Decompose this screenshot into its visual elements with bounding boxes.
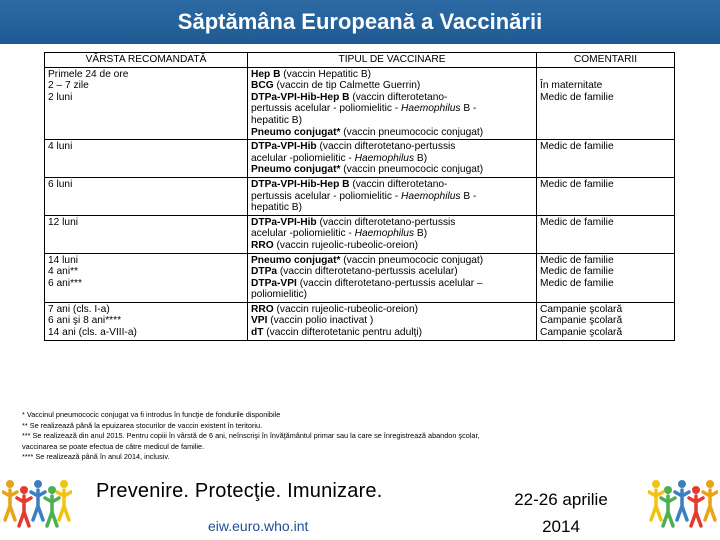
vaccine-line — [251, 228, 533, 240]
event-date-range: 22-26 aprilie — [514, 490, 608, 509]
comment-value: Campanie şcolară — [540, 327, 623, 339]
vaccine-code: Pneumo conjugat* — [251, 126, 341, 138]
figure-body — [3, 490, 17, 520]
figure-head — [664, 486, 672, 494]
vaccine-line — [251, 240, 533, 252]
comment-cell — [537, 253, 675, 302]
vaccine-line — [251, 191, 533, 203]
vaccine-line — [251, 103, 533, 115]
vaccine-code: RRO — [251, 303, 274, 315]
vaccine-code: DTPa-VPI — [251, 277, 297, 289]
comment-value: Medic de familie — [540, 254, 614, 266]
table-row — [45, 302, 675, 340]
vaccine-line — [251, 278, 533, 290]
comment-value: Campanie şcolară — [540, 315, 623, 327]
website-link[interactable]: eiw.euro.who.int — [208, 518, 309, 534]
vaccine-description-tail: B - — [460, 103, 477, 115]
comment-value — [540, 69, 671, 81]
vaccine-code: DTPa-VPI-Hib-Hep B — [251, 91, 350, 103]
vaccine-code: Hep B — [251, 68, 281, 80]
vaccination-schedule-table — [44, 52, 675, 341]
comment-value: Campanie şcolară — [540, 303, 623, 315]
figure-body — [17, 496, 31, 526]
age-value: 6 luni — [48, 178, 73, 190]
vaccine-line — [251, 115, 533, 127]
comment-cell — [537, 302, 675, 340]
vaccine-description: (vaccin Hepatitic B) — [280, 68, 372, 80]
figure-head — [652, 480, 660, 488]
slogan: Prevenire. Protecţie. Imunizare. — [96, 480, 383, 502]
vaccine-cell — [248, 253, 537, 302]
age-value: 6 ani şi 8 ani**** — [48, 315, 122, 327]
figure-head — [692, 486, 700, 494]
vaccine-line — [251, 80, 533, 92]
people-figures-icon — [2, 470, 72, 530]
event-year: 2014 — [542, 517, 580, 536]
vaccine-description: acelular -poliomielitic - — [251, 228, 355, 240]
comment-cell — [537, 215, 675, 253]
vaccine-italic-term: Haemophilus — [401, 190, 461, 202]
age-value: 6 ani*** — [48, 277, 82, 289]
vaccine-line — [251, 153, 533, 165]
age-value: 4 ani** — [48, 266, 79, 278]
vaccine-description: (vaccin polio inactivat ) — [267, 315, 374, 327]
vaccine-description: (vaccin difterotetano- — [349, 178, 448, 190]
vaccine-line — [251, 266, 533, 278]
vaccine-line — [251, 179, 533, 191]
vaccine-cell — [248, 215, 537, 253]
vaccine-line — [251, 289, 533, 301]
vaccine-description: (vaccin difterotetano-pertussis acelular – — [296, 277, 483, 289]
age-value: 12 luni — [48, 216, 79, 228]
vaccine-code: BCG — [251, 80, 274, 92]
vaccine-code: DTPa-VPI-Hib-Hep B — [251, 178, 350, 190]
figure-body — [57, 490, 71, 520]
event-dates — [506, 486, 616, 540]
vaccine-code: dT — [251, 327, 264, 339]
age-cell — [45, 302, 248, 340]
table-header-row — [45, 53, 675, 68]
vaccine-line — [251, 141, 533, 153]
vaccine-line — [251, 92, 533, 104]
page-title: Săptămâna Europeană a Vaccinării — [0, 0, 720, 44]
vaccine-line — [251, 304, 533, 316]
vaccine-description: (vaccin rujeolic-rubeolic-oreion) — [273, 303, 419, 315]
vaccine-code: Pneumo conjugat* — [251, 254, 341, 266]
comment-value: Medic de familie — [540, 266, 614, 278]
vaccine-description-tail: B) — [414, 152, 428, 164]
vaccine-cell — [248, 302, 537, 340]
header-vaccine: TIPUL DE VACCINARE — [248, 53, 537, 68]
age-cell — [45, 177, 248, 215]
vaccine-italic-term: Haemophilus — [354, 152, 415, 164]
vaccine-description: (vaccin de tip Calmette Guerrin) — [273, 80, 421, 92]
figure-body — [31, 490, 45, 520]
figure-head — [34, 480, 42, 488]
comment-cell — [537, 67, 675, 140]
footnote: * Vaccinul pneumococic conjugat va fi introdus în funcţie de fondurile disponibile — [22, 410, 281, 419]
figure-head — [20, 486, 28, 494]
vaccine-description: (vaccin difterotetanic pentru adulţi) — [263, 327, 423, 339]
age-value: 2 – 7 zile — [48, 80, 89, 92]
vaccine-description-tail: B - — [460, 190, 477, 202]
footnote: **** Se realizează până în anul 2014, inclusiv. — [22, 452, 170, 462]
vaccine-line — [251, 202, 533, 214]
vaccine-code: DTPa-VPI-Hib — [251, 141, 317, 153]
vaccine-description: poliomielitic) — [251, 289, 308, 301]
vaccine-line — [251, 69, 533, 81]
comment-cell — [537, 140, 675, 178]
footnote: vaccinarea se poate efectua de către medicul de familie. — [22, 441, 205, 451]
vaccine-code: RRO — [251, 239, 274, 251]
figure-head — [6, 480, 14, 488]
table-row — [45, 253, 675, 302]
vaccine-line — [251, 327, 533, 339]
age-value: Primele 24 de ore — [48, 68, 129, 80]
vaccine-description: (vaccin pneumococic conjugat) — [340, 126, 484, 138]
vaccine-description: (vaccin pneumococic conjugat) — [340, 164, 484, 176]
vaccine-description: hepatitic B) — [251, 114, 302, 126]
vaccine-description-tail: B) — [414, 228, 428, 240]
comment-value: Medic de familie — [540, 91, 614, 103]
table-row — [45, 215, 675, 253]
vaccine-description: (vaccin difterotetano-pertussis — [316, 216, 456, 228]
vaccine-line — [251, 217, 533, 229]
footnotes — [22, 410, 712, 463]
age-cell — [45, 215, 248, 253]
vaccine-italic-term: Haemophilus — [401, 103, 461, 115]
figure-head — [678, 480, 686, 488]
vaccine-description: (vaccin difterotetano-pertussis — [316, 141, 456, 153]
comment-value: În maternitate — [540, 80, 603, 92]
vaccine-description: pertussis acelular - poliomielitic - — [251, 190, 402, 202]
figure-body — [661, 496, 675, 526]
vaccine-code: DTPa — [251, 266, 278, 278]
vaccine-line — [251, 164, 533, 176]
vaccine-code: VPI — [251, 315, 268, 327]
vaccine-description: (vaccin difterotetano-pertussis acelular) — [277, 266, 458, 278]
vaccine-description: acelular -poliomielitic - — [251, 152, 355, 164]
age-value: 4 luni — [48, 141, 73, 153]
figure-body — [689, 496, 703, 526]
comment-value: Medic de familie — [540, 277, 614, 289]
table-row — [45, 140, 675, 178]
vaccine-italic-term: Haemophilus — [354, 228, 415, 240]
vaccine-description: (vaccin difterotetano- — [349, 91, 448, 103]
table-row — [45, 67, 675, 140]
figure-head — [60, 480, 68, 488]
vaccine-description: pertussis acelular - poliomielitic - — [251, 103, 402, 115]
age-value: 7 ani (cls. I-a) — [48, 303, 110, 315]
vaccine-line — [251, 255, 533, 267]
people-figures-icon — [648, 470, 718, 530]
figure-body — [649, 490, 663, 520]
header-comments: COMENTARII — [537, 53, 675, 68]
vaccine-description: (vaccin pneumococic conjugat) — [340, 254, 484, 266]
vaccine-cell — [248, 140, 537, 178]
figure-head — [706, 480, 714, 488]
footnote: *** Se realizează din anul 2015. Pentru copiii în vârstă de 6 ani, neînscrişi în învăţământul primar sau la care se înregistrează abandon şcolar, — [22, 431, 480, 441]
figure-body — [675, 490, 689, 520]
header-age: VÂRSTA RECOMANDATĂ — [45, 53, 248, 68]
vaccine-description: hepatitic B) — [251, 202, 302, 214]
age-cell — [45, 253, 248, 302]
figure-body — [703, 490, 717, 520]
age-value: 14 luni — [48, 254, 79, 266]
vaccine-line — [251, 127, 533, 139]
vaccine-cell — [248, 177, 537, 215]
figure-head — [48, 486, 56, 494]
comment-value: Medic de familie — [540, 141, 614, 153]
vaccine-line — [251, 315, 533, 327]
comment-value: Medic de familie — [540, 178, 614, 190]
comment-value: Medic de familie — [540, 216, 614, 228]
footnote: ** Se realizează până la epuizarea stocurilor de vaccin existent în teritoriu. — [22, 420, 263, 430]
comment-cell — [537, 177, 675, 215]
age-value: 2 luni — [48, 91, 73, 103]
figure-body — [45, 496, 59, 526]
vaccine-code: Pneumo conjugat* — [251, 164, 341, 176]
vaccine-code: DTPa-VPI-Hib — [251, 216, 317, 228]
vaccine-description: (vaccin rujeolic-rubeolic-oreion) — [273, 239, 419, 251]
age-cell — [45, 67, 248, 140]
age-value: 14 ani (cls. a-VIII-a) — [48, 327, 137, 339]
age-cell — [45, 140, 248, 178]
table-row — [45, 177, 675, 215]
vaccine-cell — [248, 67, 537, 140]
